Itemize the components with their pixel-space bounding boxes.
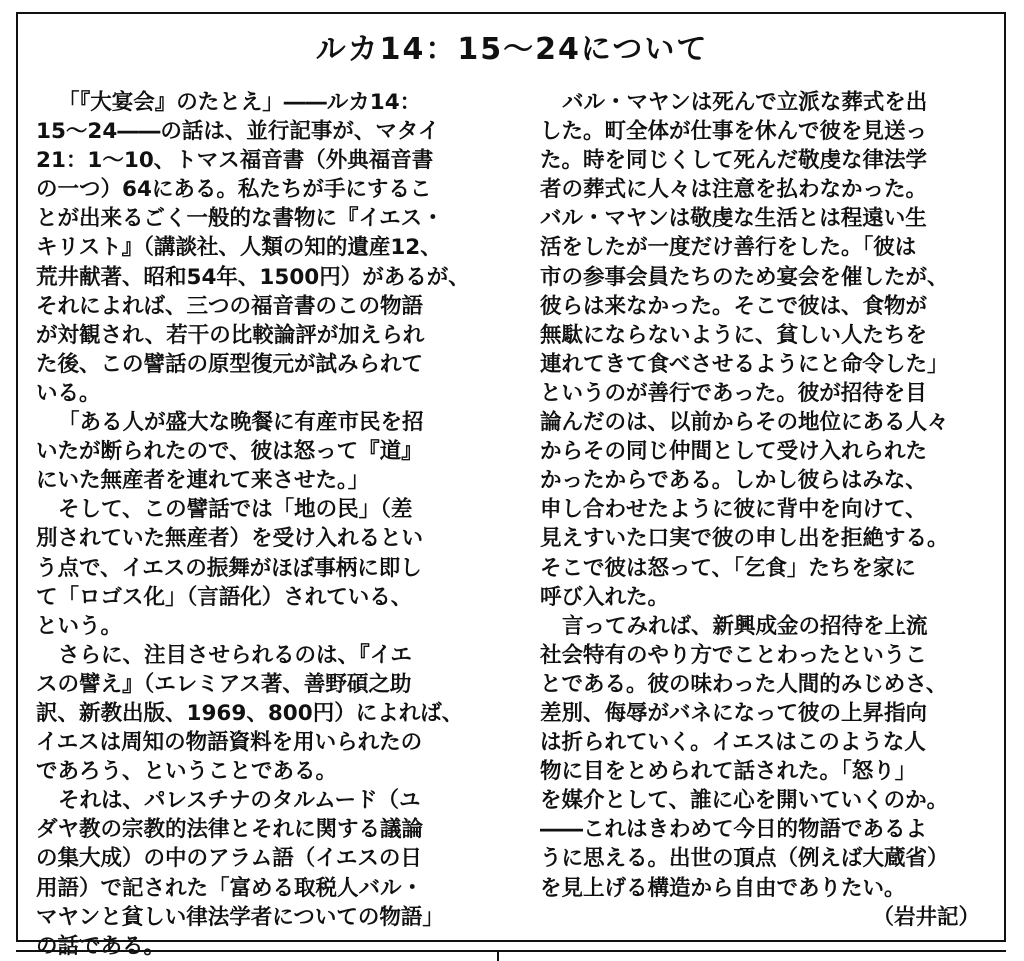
text-line: の一つ）64にある。私たちが手にするこ: [36, 177, 432, 203]
text-line: た後、この譬話の原型復元が試みられて: [36, 351, 424, 377]
text-line: イエスは周知の物語資料を用いられたの: [36, 730, 423, 756]
text-line: 15〜24――の話は、並行記事が、マタイ: [36, 119, 440, 145]
text-line: 無駄にならないように、貧しい人たちを: [540, 322, 928, 348]
text-line: にいた無産者を連れて来させた。」: [36, 468, 370, 494]
text-line: ――これはきわめて今日的物語であるよ: [540, 817, 928, 843]
text-line: 用語）で記された「富める取税人バル・: [36, 875, 424, 901]
text-line: 訳、新教出版、1969、800円）によれば、: [36, 700, 464, 726]
text-line: という。: [36, 613, 123, 639]
text-line: とが出来るごく一般的な書物に『イエス・: [36, 206, 444, 232]
text-line: 言ってみれば、新興成金の招待を上流: [562, 613, 928, 639]
text-line: さらに、注目させられるのは、『イエ: [58, 642, 412, 668]
text-line: ダヤ教の宗教的法律とそれに関する議論: [36, 817, 424, 843]
text-line: の集大成）の中のアラム語（イエスの日: [36, 846, 422, 872]
text-line: を媒介として、誰に心を開いていくのか。: [540, 788, 949, 814]
text-line: それは、パレスチナのタルムード（ユ: [58, 788, 421, 814]
text-line: いたが断られたので、彼は怒って『道』: [36, 439, 423, 465]
text-line: バル・マヤンは死んで立派な葬式を出: [562, 90, 928, 115]
text-line: うに思える。出世の頂点（例えば大蔵省）: [540, 846, 949, 872]
text-line: 社会特有のやり方でことわったというこ: [540, 642, 927, 668]
text-line: キリスト』（講談社、人類の知的遺産12、: [36, 235, 442, 261]
text-line: 「ある人が盛大な晩餐に有産市民を招: [58, 410, 424, 436]
text-line: それによれば、三つの福音書のこの物語: [36, 293, 424, 319]
text-line: 物に目をとめられて話された。「怒り」: [540, 759, 917, 785]
text-line: 活をしたが一度だけ善行をした。「彼は: [540, 235, 917, 261]
text-line: う点で、イエスの振舞がほぼ事柄に即し: [36, 555, 422, 581]
text-line: 市の参事会員たちのため宴会を催したが、: [540, 264, 949, 290]
text-line: て「ロゴス化」（言語化）されている、: [36, 584, 413, 610]
text-line: 見えすいた口実で彼の申し出を拒絶する。: [540, 526, 949, 552]
text-line: とである。彼の味わった人間的みじめさ、: [540, 671, 948, 697]
text-line: いる。: [36, 380, 101, 406]
text-line: 呼び入れた。: [540, 584, 670, 610]
text-line: 「『大宴会』のたとえ」――ルカ14：: [58, 90, 422, 115]
text-line: は折られていく。イエスはこのような人: [540, 730, 926, 756]
text-line: であろう、ということである。: [36, 759, 338, 785]
text-line: マヤンと貧しい律法学者についての物語」: [36, 904, 444, 930]
text-line: を見上げる構造から自由でありたい。: [540, 875, 906, 901]
text-line: 荒井献著、昭和54年、1500円）があるが、: [36, 264, 470, 290]
text-line: 21：1〜10、トマス福音書（外典福音書: [36, 148, 434, 174]
text-line: 彼らは来なかった。そこで彼は、食物が: [540, 293, 928, 319]
text-line: 別されていた無産者）を受け入れるとい: [36, 526, 424, 552]
text-line: 者の葬式に人々は注意を払わなかった。: [540, 177, 928, 203]
text-line: （岩井記）: [872, 904, 980, 930]
left-text-column: [36, 88, 506, 961]
text-line: バル・マヤンは敬虔な生活とは程遠い生: [540, 206, 927, 232]
article-title: ルカ14：15〜24について: [315, 32, 709, 67]
text-line: した。町全体が仕事を休んで彼を見送っ: [540, 119, 928, 145]
text-line: 論んだのは、以前からその地位にある人々: [540, 410, 949, 436]
text-line: 申し合わせたように彼に背中を向けて、: [540, 497, 927, 523]
text-line: からその同じ仲間として受け入れられた: [540, 439, 928, 465]
text-line: が対観され、若干の比較論評が加えられ: [36, 322, 425, 348]
text-line: スの譬え』（エレミアス著、善野碩之助: [36, 671, 412, 697]
text-line: 連れてきて食べさせるようにと命令した」: [540, 351, 949, 377]
text-line: というのが善行であった。彼が招待を目: [540, 380, 927, 406]
right-text-column: [540, 88, 1010, 932]
text-line: そして、この譬話では「地の民」（差: [58, 497, 413, 523]
text-line: た。時を同じくして死んだ敬虔な律法学: [540, 148, 928, 174]
text-line: 差別、侮辱がバネになって彼の上昇指向: [540, 700, 928, 726]
text-line: かったからである。しかし彼らはみな、: [540, 468, 927, 494]
text-line: そこで彼は怒って、「乞食」たちを家に: [540, 555, 916, 581]
text-line: の話である。: [36, 933, 166, 959]
